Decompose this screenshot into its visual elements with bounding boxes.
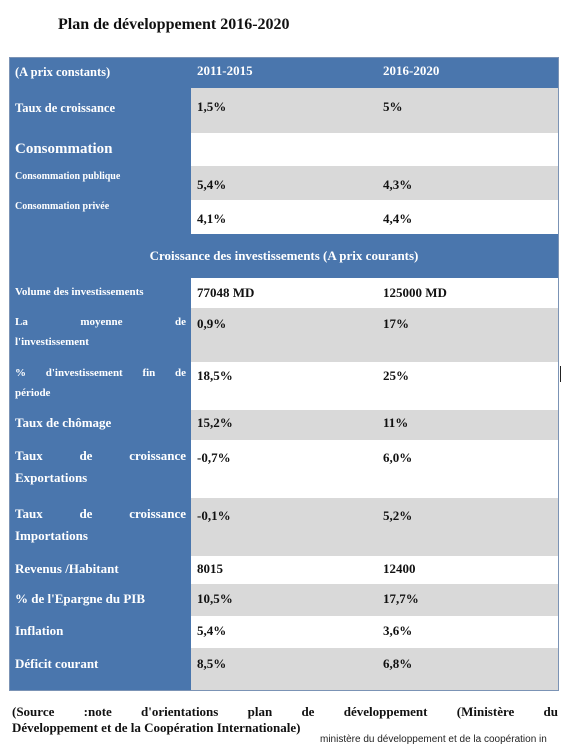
header-label: (A prix constants): [15, 65, 111, 79]
cell-value: 5,4%: [197, 177, 227, 192]
table-row: [10, 648, 558, 690]
cell-value: 15,2%: [197, 415, 233, 430]
row-label-line: Taux de croissance: [15, 448, 186, 463]
cell-value: 5,4%: [197, 623, 227, 638]
row-label: Consommation privée: [10, 200, 191, 234]
cell-value: 25%: [383, 368, 409, 383]
cell-value: 0,9%: [197, 316, 227, 331]
table-row: [10, 440, 558, 498]
cell-value: 8015: [197, 561, 223, 576]
row-label-line: La moyenne de: [15, 316, 186, 328]
cell-value: 17,7%: [383, 591, 419, 606]
cell-value: 4,1%: [197, 211, 227, 226]
table-row: [10, 88, 558, 133]
row-label: Volume des investissements: [10, 278, 191, 308]
row-label-line: Taux de croissance: [15, 506, 186, 521]
row-label: Inflation: [10, 616, 191, 648]
header-period-1: 2011-2015: [197, 63, 253, 78]
table-row: [10, 556, 558, 584]
table-row: [10, 133, 558, 166]
row-label-line: période: [15, 387, 51, 399]
cell-value: -0,1%: [197, 508, 231, 523]
cell-value: 3,6%: [383, 623, 413, 638]
row-label: Déficit courant: [10, 648, 191, 690]
cell-value: 17%: [383, 316, 409, 331]
cell-value: 5,2%: [383, 508, 413, 523]
cell-value: 4,3%: [383, 177, 413, 192]
cell-value: 10,5%: [197, 591, 233, 606]
table-row: [10, 584, 558, 616]
source-note-line-1: (Source :note d'orientations plan de développement (Ministère du: [12, 704, 558, 719]
row-label: [10, 308, 191, 362]
table-row: [10, 166, 558, 200]
table-row: [10, 410, 558, 440]
cell-value: -0,7%: [197, 450, 231, 465]
row-label-line: % d'investissement fin de: [15, 367, 186, 379]
cell-value: 6,8%: [383, 656, 413, 671]
cell-value: 77048 MD: [197, 285, 255, 300]
row-label: Consommation: [10, 133, 191, 166]
cell-value: 6,0%: [383, 450, 413, 465]
row-label: [10, 362, 191, 410]
image-credit: ministère du développement et de la coopération in: [320, 734, 547, 745]
row-label: % de l'Epargne du PIB: [10, 584, 191, 616]
row-label-line: Exportations: [15, 470, 88, 485]
cell-value: 11%: [383, 415, 409, 430]
row-label: Revenus /Habitant: [10, 556, 191, 584]
row-label: [10, 498, 191, 556]
table-row: [10, 308, 558, 362]
cell-value: 4,4%: [383, 211, 413, 226]
cell-value: 125000 MD: [383, 285, 447, 300]
source-note-line-2: Développement et de la Coopération Internationale): [12, 720, 301, 735]
cell-value: 12400: [383, 561, 416, 576]
investments-banner: Croissance des investissements (A prix courants): [10, 234, 558, 278]
table-row: [10, 616, 558, 648]
text-cursor-mark: [560, 366, 561, 382]
cell-value: 5%: [383, 99, 403, 114]
cell-value: 8,5%: [197, 656, 227, 671]
row-label: Consommation publique: [10, 166, 191, 200]
row-label-line: Importations: [15, 528, 88, 543]
header-period-2: 2016-2020: [383, 63, 440, 78]
development-plan-table: [9, 57, 559, 691]
table-row: [10, 278, 558, 308]
row-label-line: l'investissement: [15, 336, 89, 348]
cell-value: 18,5%: [197, 368, 233, 383]
table-row: [10, 362, 558, 410]
row-label: [10, 440, 191, 498]
row-label: Taux de croissance: [10, 88, 191, 133]
page-title: Plan de développement 2016-2020: [58, 16, 290, 33]
table-row: [10, 498, 558, 556]
row-label: Taux de chômage: [10, 410, 191, 440]
table-header-row: [10, 58, 558, 88]
cell-value: 1,5%: [197, 99, 227, 114]
table-row: [10, 200, 558, 234]
